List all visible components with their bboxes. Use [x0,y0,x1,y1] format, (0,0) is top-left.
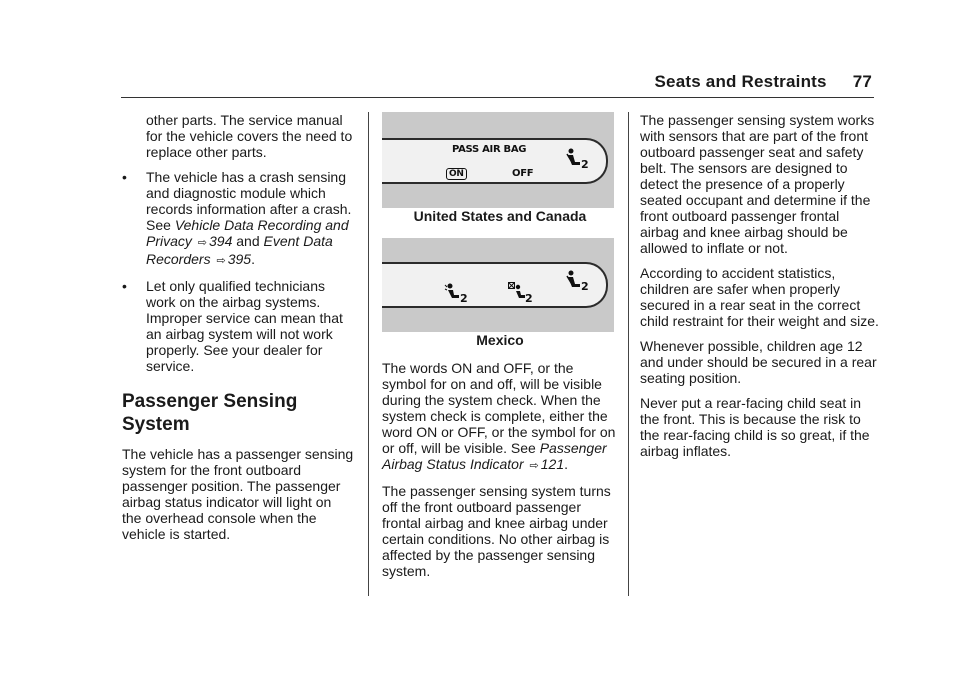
figure-caption: Mexico [476,332,524,348]
bullet-item [122,169,354,269]
bullet-text [146,169,354,269]
page-ref-arrow-icon: ⇨ [197,237,208,249]
bullet-text-part: The vehicle has a crash sensing and diagnostic module which records information after a crash. See [146,169,352,233]
xref-link[interactable]: Passenger Airbag Status Indicator [382,440,607,472]
continued-paragraph: other parts. The service manual for the vehicle covers the need to replace other parts. [146,112,353,160]
bullet-text-part: . [251,251,255,267]
page-header [655,72,873,92]
page-ref-arrow-icon: ⇨ [529,460,539,472]
airbag-on-symbol-icon [444,282,470,306]
body-paragraph: According to accident statistics, children are safer when properly secured in a rear seat in the correct child restraint for their weight and size. [640,265,879,329]
page-ref-arrow-icon: ⇨ [216,255,226,267]
xref-page[interactable]: 395 [227,251,252,267]
xref-page[interactable]: 121 [540,456,565,472]
svg-text:2: 2 [460,292,468,304]
xref-link[interactable]: Vehicle Data Recording and Privacy [146,217,349,249]
paragraph-text-part: The words ON and OFF, or the symbol for on and off, will be visible during the system check. When the system check is complete, either the word ON or OFF, or the symbol for on or off, will be visible. See [382,360,616,456]
body-paragraph [382,360,618,474]
xref-link[interactable]: Event Data Recorders [146,233,333,267]
on-indicator [446,165,467,182]
passenger-seat-icon [563,270,589,294]
svg-text:2: 2 [525,292,533,304]
figure-us-canada [382,112,614,208]
column-1 [122,112,354,551]
column-divider-1 [368,112,369,596]
pass-air-bag-label: PASS AIR BAG [452,144,527,155]
bullet-marker: • [122,169,127,185]
section-heading: Passenger Sensing System [122,391,298,435]
body-paragraph: Whenever possible, children age 12 and under should be secured in a rear seating position. [640,338,877,386]
bullet-text: Let only qualified technicians work on the airbag systems. Improper service can mean that an airbag system will not work properly. See your dealer for service. [146,278,343,374]
figure-caption: United States and Canada [413,208,587,224]
paragraph-text-part: . [564,456,568,472]
body-paragraph: The passenger sensing system works with sensors that are part of the front outboard passenger seat and safety belt. The sensors are designed to detect the presence of a properly seated occupant and determine if the front outboard passenger frontal airbag and knee airbag should be allowed to inflate or not. [640,112,875,256]
xref-page[interactable]: 394 [209,233,233,249]
column-3 [640,112,880,468]
section-title: Seats and Restraints [654,72,827,91]
bullet-item [122,278,354,374]
svg-text:2: 2 [581,158,589,170]
svg-text:2: 2 [581,280,589,292]
column-2 [382,112,618,588]
bullet-text-part: and [232,233,264,249]
body-paragraph: The vehicle has a passenger sensing system for the front outboard passenger position. The passenger airbag status indicator will light on the overhead console when the vehicle is started. [122,446,354,542]
figure-mexico [382,238,614,332]
bullet-marker: • [122,278,127,294]
body-paragraph: The passenger sensing system turns off the front outboard passenger frontal airbag and knee airbag under certain conditions. No other airbag is affected by the passenger sensing system. [382,483,611,579]
header-rule [121,97,874,98]
airbag-off-symbol-icon [508,282,534,306]
passenger-seat-icon [563,148,589,172]
off-label: OFF [512,168,534,179]
body-paragraph: Never put a rear-facing child seat in the front. This is because the risk to the rear-facing child is so great, if the airbag inflates. [640,395,870,459]
on-label: ON [446,168,467,180]
column-divider-2 [628,112,629,596]
page-number: 77 [852,72,872,91]
